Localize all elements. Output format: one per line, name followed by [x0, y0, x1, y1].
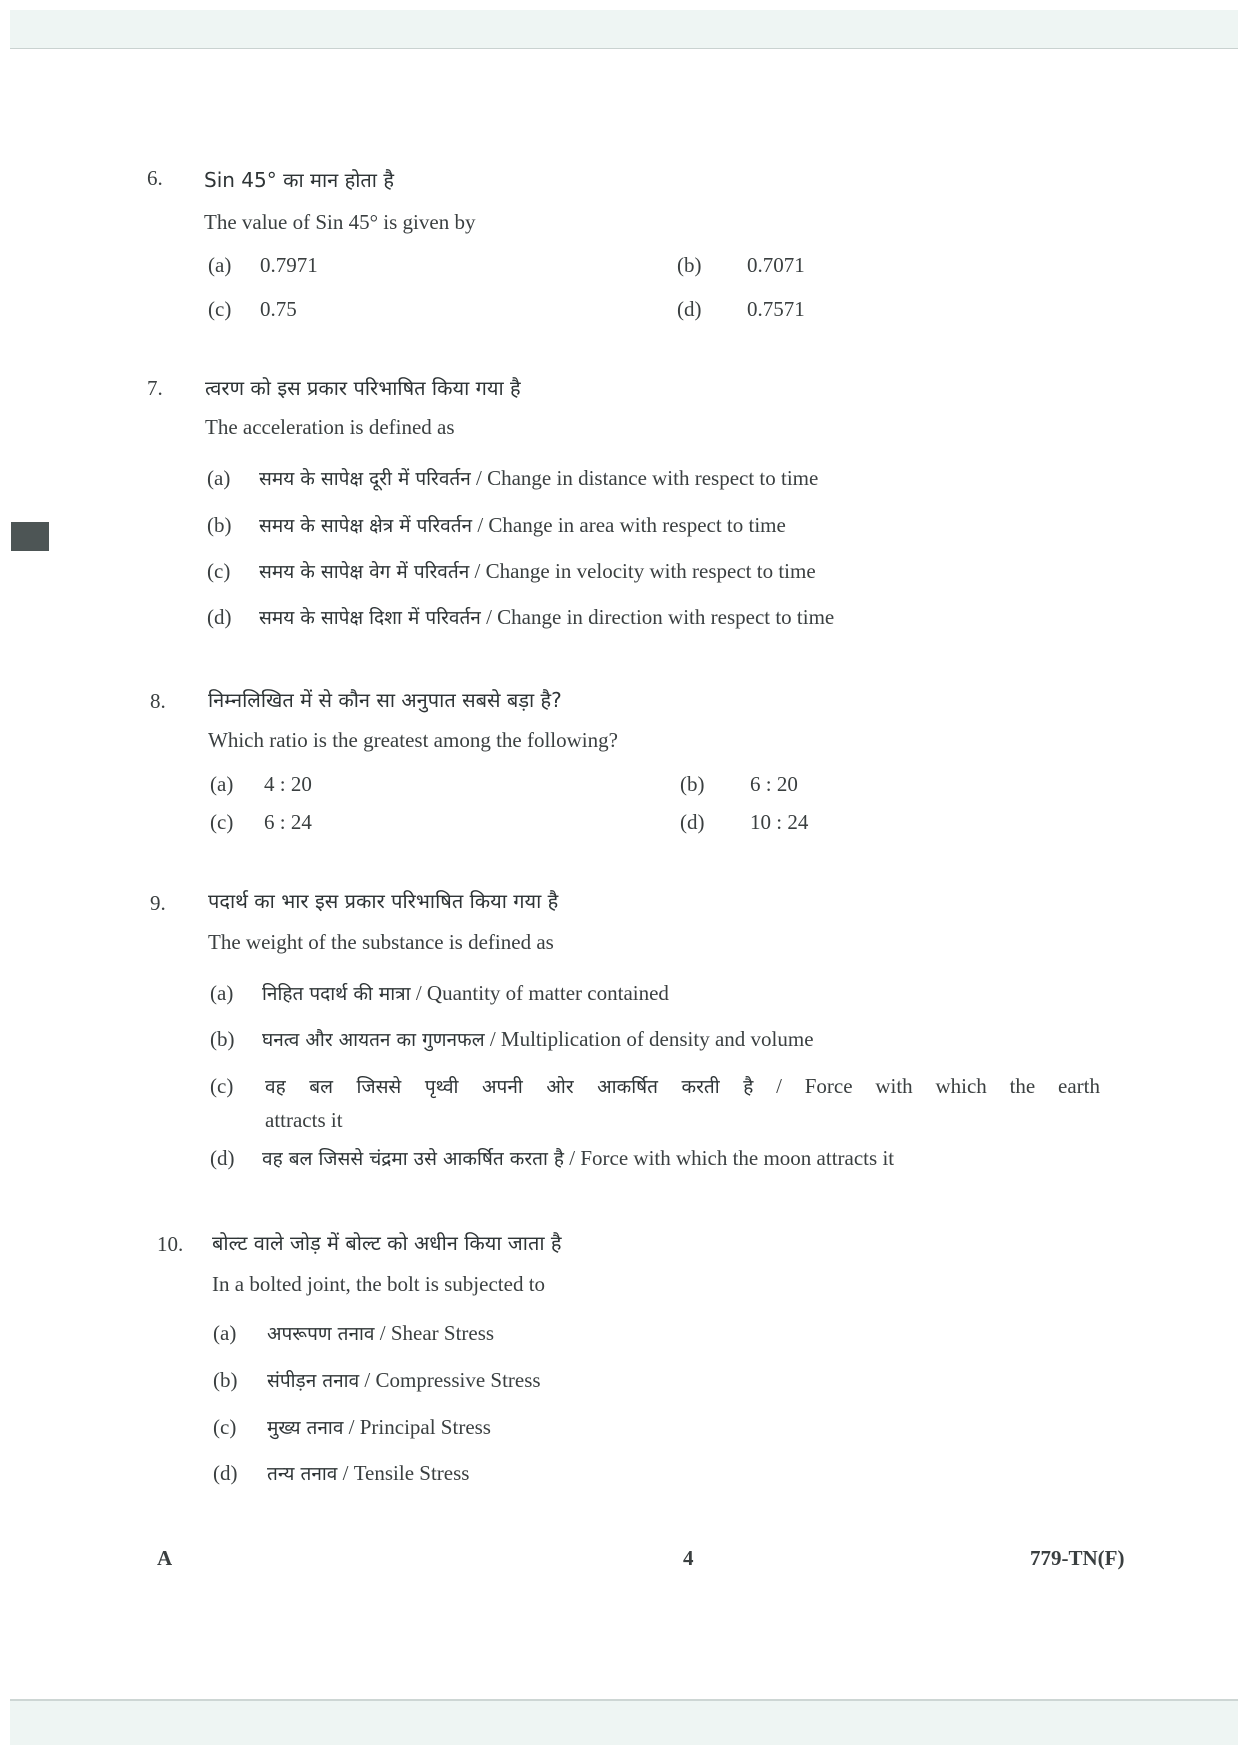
option-d[interactable]: (d) वह बल जिससे चंद्रमा उसे आकर्षित करता है / Force with which the moon attracts it: [210, 1146, 895, 1170]
option-a[interactable]: (a) 0.7971: [208, 253, 318, 277]
option-c[interactable]: (c) मुख्य तनाव / Principal Stress: [213, 1415, 491, 1439]
question-text-hindi: निम्नलिखित में से कौन सा अनुपात सबसे बड़ा है?: [208, 688, 562, 712]
option-b[interactable]: (b) समय के सापेक्ष क्षेत्र में परिवर्तन / Change in area with respect to time: [207, 513, 786, 537]
option-b[interactable]: (b) घनत्व और आयतन का गुणनफल / Multiplication of density and volume: [210, 1027, 814, 1051]
question-number: 10.: [157, 1232, 184, 1256]
option-a[interactable]: (a) अपरूपण तनाव / Shear Stress: [213, 1321, 495, 1345]
option-b[interactable]: (b) संपीड़न तनाव / Compressive Stress: [213, 1368, 541, 1392]
question-text-hindi: बोल्ट वाले जोड़ में बोल्ट को अधीन किया जाता है: [212, 1231, 562, 1255]
question-number: 9.: [150, 891, 166, 915]
scan-top-band: [10, 10, 1238, 49]
option-c[interactable]: (c) 0.75: [208, 297, 297, 321]
question-number: 6.: [147, 166, 163, 190]
footer-page-number: 4: [683, 1546, 694, 1570]
question-text-english: In a bolted joint, the bolt is subjected to: [212, 1272, 546, 1296]
option-d[interactable]: (d) तन्य तनाव / Tensile Stress: [213, 1461, 470, 1485]
option-a[interactable]: (a) 4 : 20: [210, 772, 312, 796]
option-b[interactable]: (b) 0.7071: [677, 253, 805, 277]
option-c[interactable]: (c) वह बल जिससे पृथ्वी अपनी ओर आकर्षित करती है / Force with which the earth attracts it: [210, 1074, 1100, 1132]
question-number: 7.: [147, 376, 163, 400]
question-number: 8.: [150, 689, 166, 713]
footer-paper-code: 779-TN(F): [1030, 1546, 1125, 1570]
question-text-english: The weight of the substance is defined as: [208, 930, 554, 954]
option-d[interactable]: (d) 10 : 24: [680, 810, 809, 834]
question-text-hindi: पदार्थ का भार इस प्रकार परिभाषित किया गया है: [208, 889, 559, 913]
option-c[interactable]: (c) 6 : 24: [210, 810, 312, 834]
option-a[interactable]: (a) निहित पदार्थ की मात्रा / Quantity of matter contained: [210, 981, 669, 1005]
question-text-hindi: त्वरण को इस प्रकार परिभाषित किया गया है: [205, 376, 521, 400]
question-text-english: The value of Sin 45° is given by: [204, 210, 476, 234]
question-text-english: The acceleration is defined as: [205, 415, 455, 439]
scan-edge-mark: [11, 522, 49, 551]
footer-booklet-series: A: [157, 1546, 173, 1570]
option-c[interactable]: (c) समय के सापेक्ष वेग में परिवर्तन / Change in velocity with respect to time: [207, 559, 816, 583]
question-text-hindi: Sin 45° का मान होता है: [204, 168, 394, 192]
option-a[interactable]: (a) समय के सापेक्ष दूरी में परिवर्तन / Change in distance with respect to time: [207, 466, 819, 490]
scan-bottom-band: [10, 1699, 1238, 1745]
option-d[interactable]: (d) समय के सापेक्ष दिशा में परिवर्तन / Change in direction with respect to time: [207, 605, 835, 629]
option-b[interactable]: (b) 6 : 20: [680, 772, 798, 796]
question-text-english: Which ratio is the greatest among the following?: [208, 728, 618, 752]
option-d[interactable]: (d) 0.7571: [677, 297, 805, 321]
